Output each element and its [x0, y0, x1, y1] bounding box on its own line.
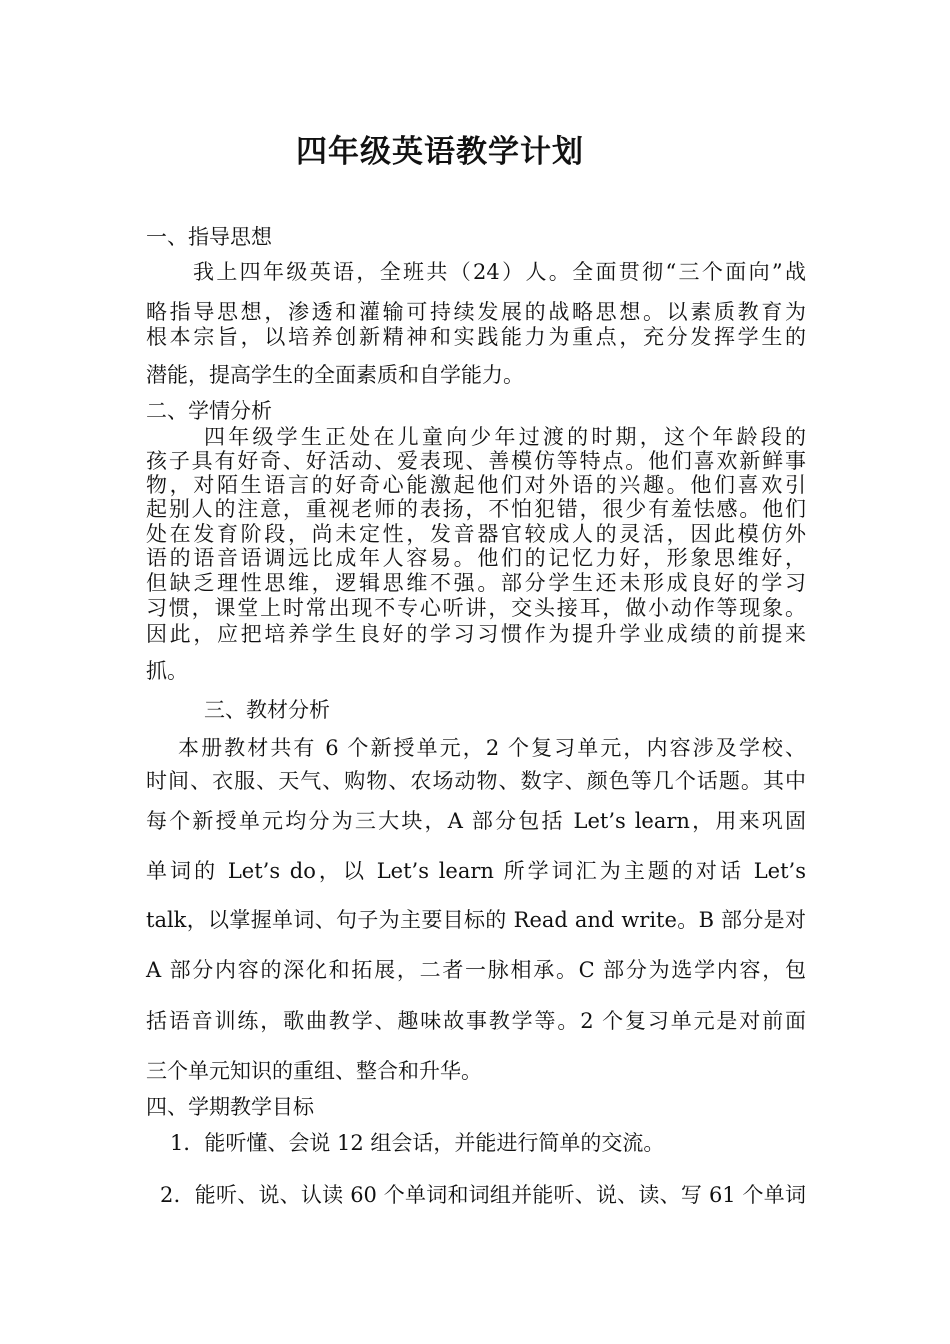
- section-heading: 一、指导思想: [146, 225, 272, 249]
- paragraph-line: 物，对陌生语言的好奇心能激起他们对外语的兴趣。他们喜欢引: [146, 473, 806, 497]
- paragraph-line: 因此，应把培养学生良好的学习习惯作为提升学业成绩的前提来: [146, 622, 806, 646]
- paragraph-line: 孩子具有好奇、好活动、爱表现、善模仿等特点。他们喜欢新鲜事: [146, 449, 806, 473]
- paragraph-line: 略指导思想，渗透和灌输可持续发展的战略思想。以素质教育为: [146, 300, 806, 324]
- section-heading: 三、教材分析: [204, 698, 330, 722]
- paragraph-line: A 部分内容的深化和拓展，二者一脉相承。C 部分为选学内容，包: [146, 958, 806, 982]
- paragraph-line: 根本宗旨，以培养创新精神和实践能力为重点，充分发挥学生的: [146, 325, 806, 349]
- paragraph-line: 本册教材共有 6 个新授单元，2 个复习单元，内容涉及学校、: [178, 736, 806, 760]
- paragraph-line: 每个新授单元均分为三大块，A 部分包括 Let’s learn，用来巩固: [146, 809, 806, 833]
- paragraph-line: talk，以掌握单词、句子为主要目标的 Read and write。B 部分是对: [146, 908, 806, 932]
- paragraph-line: 习惯，课堂上时常出现不专心听讲，交头接耳，做小动作等现象。: [146, 596, 806, 620]
- paragraph-line: 但缺乏理性思维，逻辑思维不强。部分学生还未形成良好的学习: [146, 571, 806, 595]
- paragraph-line: 四年级学生正处在儿童向少年过渡的时期，这个年龄段的: [204, 425, 806, 449]
- paragraph-line: 我上四年级英语，全班共（24）人。全面贯彻“三个面向”战: [193, 260, 806, 284]
- paragraph-line: 起别人的注意，重视老师的表扬，不怕犯错，很少有羞怯感。他们: [146, 497, 806, 521]
- paragraph-line: 单词的 Let’s do，以 Let’s learn 所学词汇为主题的对话 Let’s: [146, 859, 806, 883]
- paragraph-line: 处在发育阶段，尚未定性，发音器官较成人的灵活，因此模仿外: [146, 522, 806, 546]
- paragraph-line: 括语音训练，歌曲教学、趣味故事教学等。2 个复习单元是对前面: [146, 1009, 806, 1033]
- goal-item: 1．能听懂、会说 12 组会话，并能进行简单的交流。: [170, 1131, 665, 1155]
- paragraph-line: 抓。: [146, 659, 188, 683]
- section-heading: 二、学情分析: [146, 399, 272, 423]
- document-title: 四年级英语教学计划: [296, 134, 584, 170]
- paragraph-line: 三个单元知识的重组、整合和升华。: [146, 1059, 482, 1083]
- paragraph-line: 语的语音语调远比成年人容易。他们的记忆力好，形象思维好，: [146, 546, 806, 570]
- goal-item: 2．能听、说、认读 60 个单词和词组并能听、说、读、写 61 个单词: [160, 1183, 806, 1207]
- paragraph-line: 时间、衣服、天气、购物、农场动物、数字、颜色等几个话题。其中: [146, 769, 806, 793]
- paragraph-line: 潜能，提高学生的全面素质和自学能力。: [146, 363, 524, 387]
- section-heading: 四、学期教学目标: [146, 1095, 314, 1119]
